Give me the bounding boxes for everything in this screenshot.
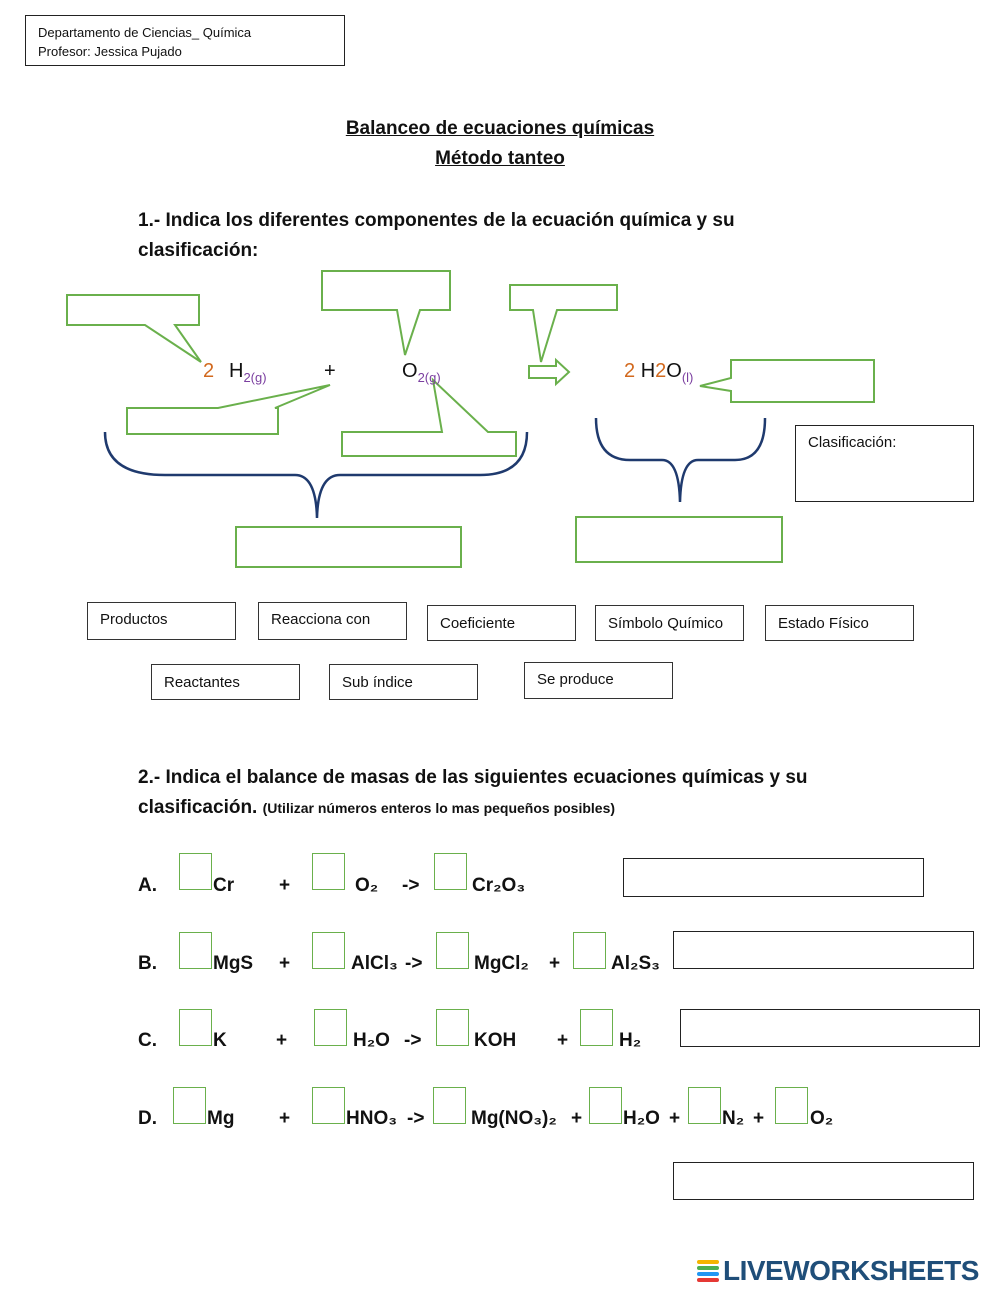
word-sub-indice[interactable]: Sub índice	[329, 664, 478, 700]
question-2: 2.- Indica el balance de masas de las siguientes ecuaciones químicas y su clasificación. (Utilizar números enteros lo mas pequeños posibles)	[138, 767, 808, 818]
eq-a-label: A.	[138, 875, 157, 896]
callout-plus-shape	[127, 385, 330, 434]
eq-b-plus-2: +	[549, 953, 561, 974]
eq-d-term-2: HNO₃	[346, 1108, 398, 1129]
eq-c-term-2: H₂O	[353, 1030, 390, 1051]
eq-d-term-4: H₂O	[623, 1108, 660, 1129]
eq-d-arrow: ->	[407, 1108, 425, 1129]
eq-b-term-2: AlCl₃	[351, 953, 398, 974]
word-reactantes[interactable]: Reactantes	[151, 664, 300, 700]
eq-c-plus-2: +	[557, 1030, 569, 1051]
eq-b-coef-1[interactable]	[179, 932, 212, 969]
callout-state-shape	[700, 360, 874, 402]
brace-products	[596, 418, 765, 502]
eq-d-classification-input[interactable]	[673, 1162, 974, 1200]
eq-d-coef-6[interactable]	[775, 1087, 808, 1124]
eq-b-term-3: MgCl₂	[474, 953, 529, 974]
eq-b-label: B.	[138, 953, 157, 974]
teacher-text: Profesor: Jessica Pujado	[38, 44, 182, 59]
eq-d-plus-3: +	[669, 1108, 681, 1129]
answer-box-reactants[interactable]	[235, 526, 462, 568]
callout-sub-shape	[342, 380, 516, 456]
word-simbolo-quimico[interactable]: Símbolo Químico	[595, 605, 744, 641]
page-title: Balanceo de ecuaciones químicas	[345, 118, 655, 139]
equation-product-h2o: 2 $H2O_{(l)}$	[624, 360, 694, 385]
eq-b-term-1: MgS	[213, 953, 254, 974]
eq-c-label: C.	[138, 1030, 157, 1051]
eq-a-arrow: ->	[402, 875, 420, 896]
word-coeficiente[interactable]: Coeficiente	[427, 605, 576, 641]
eq-c-term-3: KOH	[474, 1030, 517, 1051]
eq-d-coef-5[interactable]	[688, 1087, 721, 1124]
equation-reactant-h2: $H_{2(g)}$	[229, 360, 267, 385]
eq-d-term-3: Mg(NO₃)₂	[471, 1108, 557, 1129]
liveworksheets-logo	[697, 1255, 979, 1287]
equation-reactant-o2: $O_{2(g)}$	[402, 360, 441, 385]
liveworksheets-logo-text: LIVEWORKSHEETS	[723, 1255, 979, 1286]
eq-d-coef-1[interactable]	[173, 1087, 206, 1124]
eq-c-plus-1: +	[276, 1030, 288, 1051]
eq-a-coef-3[interactable]	[434, 853, 467, 890]
eq-a-term-3: Cr₂O₃	[472, 875, 526, 896]
eq-d-term-1: Mg	[207, 1108, 235, 1129]
diagram-lines	[0, 0, 1000, 600]
word-se-produce[interactable]: Se produce	[524, 662, 673, 699]
eq-c-term-4: H₂	[619, 1030, 642, 1051]
eq-c-arrow: ->	[404, 1030, 422, 1051]
callout-top-shape	[322, 271, 450, 355]
eq-a-coef-2[interactable]	[312, 853, 345, 890]
liveworksheets-logo-icon	[697, 1259, 719, 1283]
answer-box-products[interactable]	[575, 516, 783, 563]
eq-d-term-6: O₂	[810, 1108, 834, 1129]
equation-coef-1: 2	[203, 360, 215, 382]
eq-b-term-4: Al₂S₃	[611, 953, 660, 974]
eq-d-term-5: N₂	[722, 1108, 745, 1129]
eq-c-coef-4[interactable]	[580, 1009, 613, 1046]
eq-c-classification-input[interactable]	[680, 1009, 980, 1047]
eq-c-coef-1[interactable]	[179, 1009, 212, 1046]
eq-c-coef-2[interactable]	[314, 1009, 347, 1046]
eq-c-term-1: K	[213, 1030, 227, 1051]
word-productos[interactable]: Productos	[87, 602, 236, 640]
eq-c-coef-3[interactable]	[436, 1009, 469, 1046]
question-1: 1.- Indica los diferentes componentes de la ecuación química y su clasificación:	[138, 210, 735, 261]
classification-box[interactable]	[795, 425, 974, 502]
department-text: Departamento de Ciencias_ Química	[38, 25, 252, 40]
callout-arrow-shape	[510, 285, 617, 362]
classification-label: Clasificación:	[808, 434, 897, 451]
eq-b-plus-1: +	[279, 953, 291, 974]
equation-plus: +	[324, 360, 336, 382]
eq-b-classification-input[interactable]	[673, 931, 974, 969]
eq-a-term-2: O₂	[355, 875, 379, 896]
callout-coef-shape	[67, 295, 201, 362]
eq-d-plus-4: +	[753, 1108, 765, 1129]
eq-a-coef-1[interactable]	[179, 853, 212, 890]
eq-d-label: D.	[138, 1108, 157, 1129]
eq-d-plus-1: +	[279, 1108, 291, 1129]
eq-b-coef-3[interactable]	[436, 932, 469, 969]
page-subtitle: Método tanteo	[435, 148, 565, 169]
eq-d-coef-4[interactable]	[589, 1087, 622, 1124]
word-reacciona-con[interactable]: Reacciona con	[258, 602, 407, 640]
eq-a-term-1: Cr	[213, 875, 235, 896]
eq-b-arrow: ->	[405, 953, 423, 974]
eq-d-coef-2[interactable]	[312, 1087, 345, 1124]
eq-a-plus: +	[279, 875, 291, 896]
eq-d-plus-2: +	[571, 1108, 583, 1129]
reaction-arrow-shape	[529, 360, 569, 384]
eq-d-coef-3[interactable]	[433, 1087, 466, 1124]
eq-b-coef-4[interactable]	[573, 932, 606, 969]
eq-a-classification-input[interactable]	[623, 858, 924, 897]
eq-b-coef-2[interactable]	[312, 932, 345, 969]
word-estado-fisico[interactable]: Estado Físico	[765, 605, 914, 641]
